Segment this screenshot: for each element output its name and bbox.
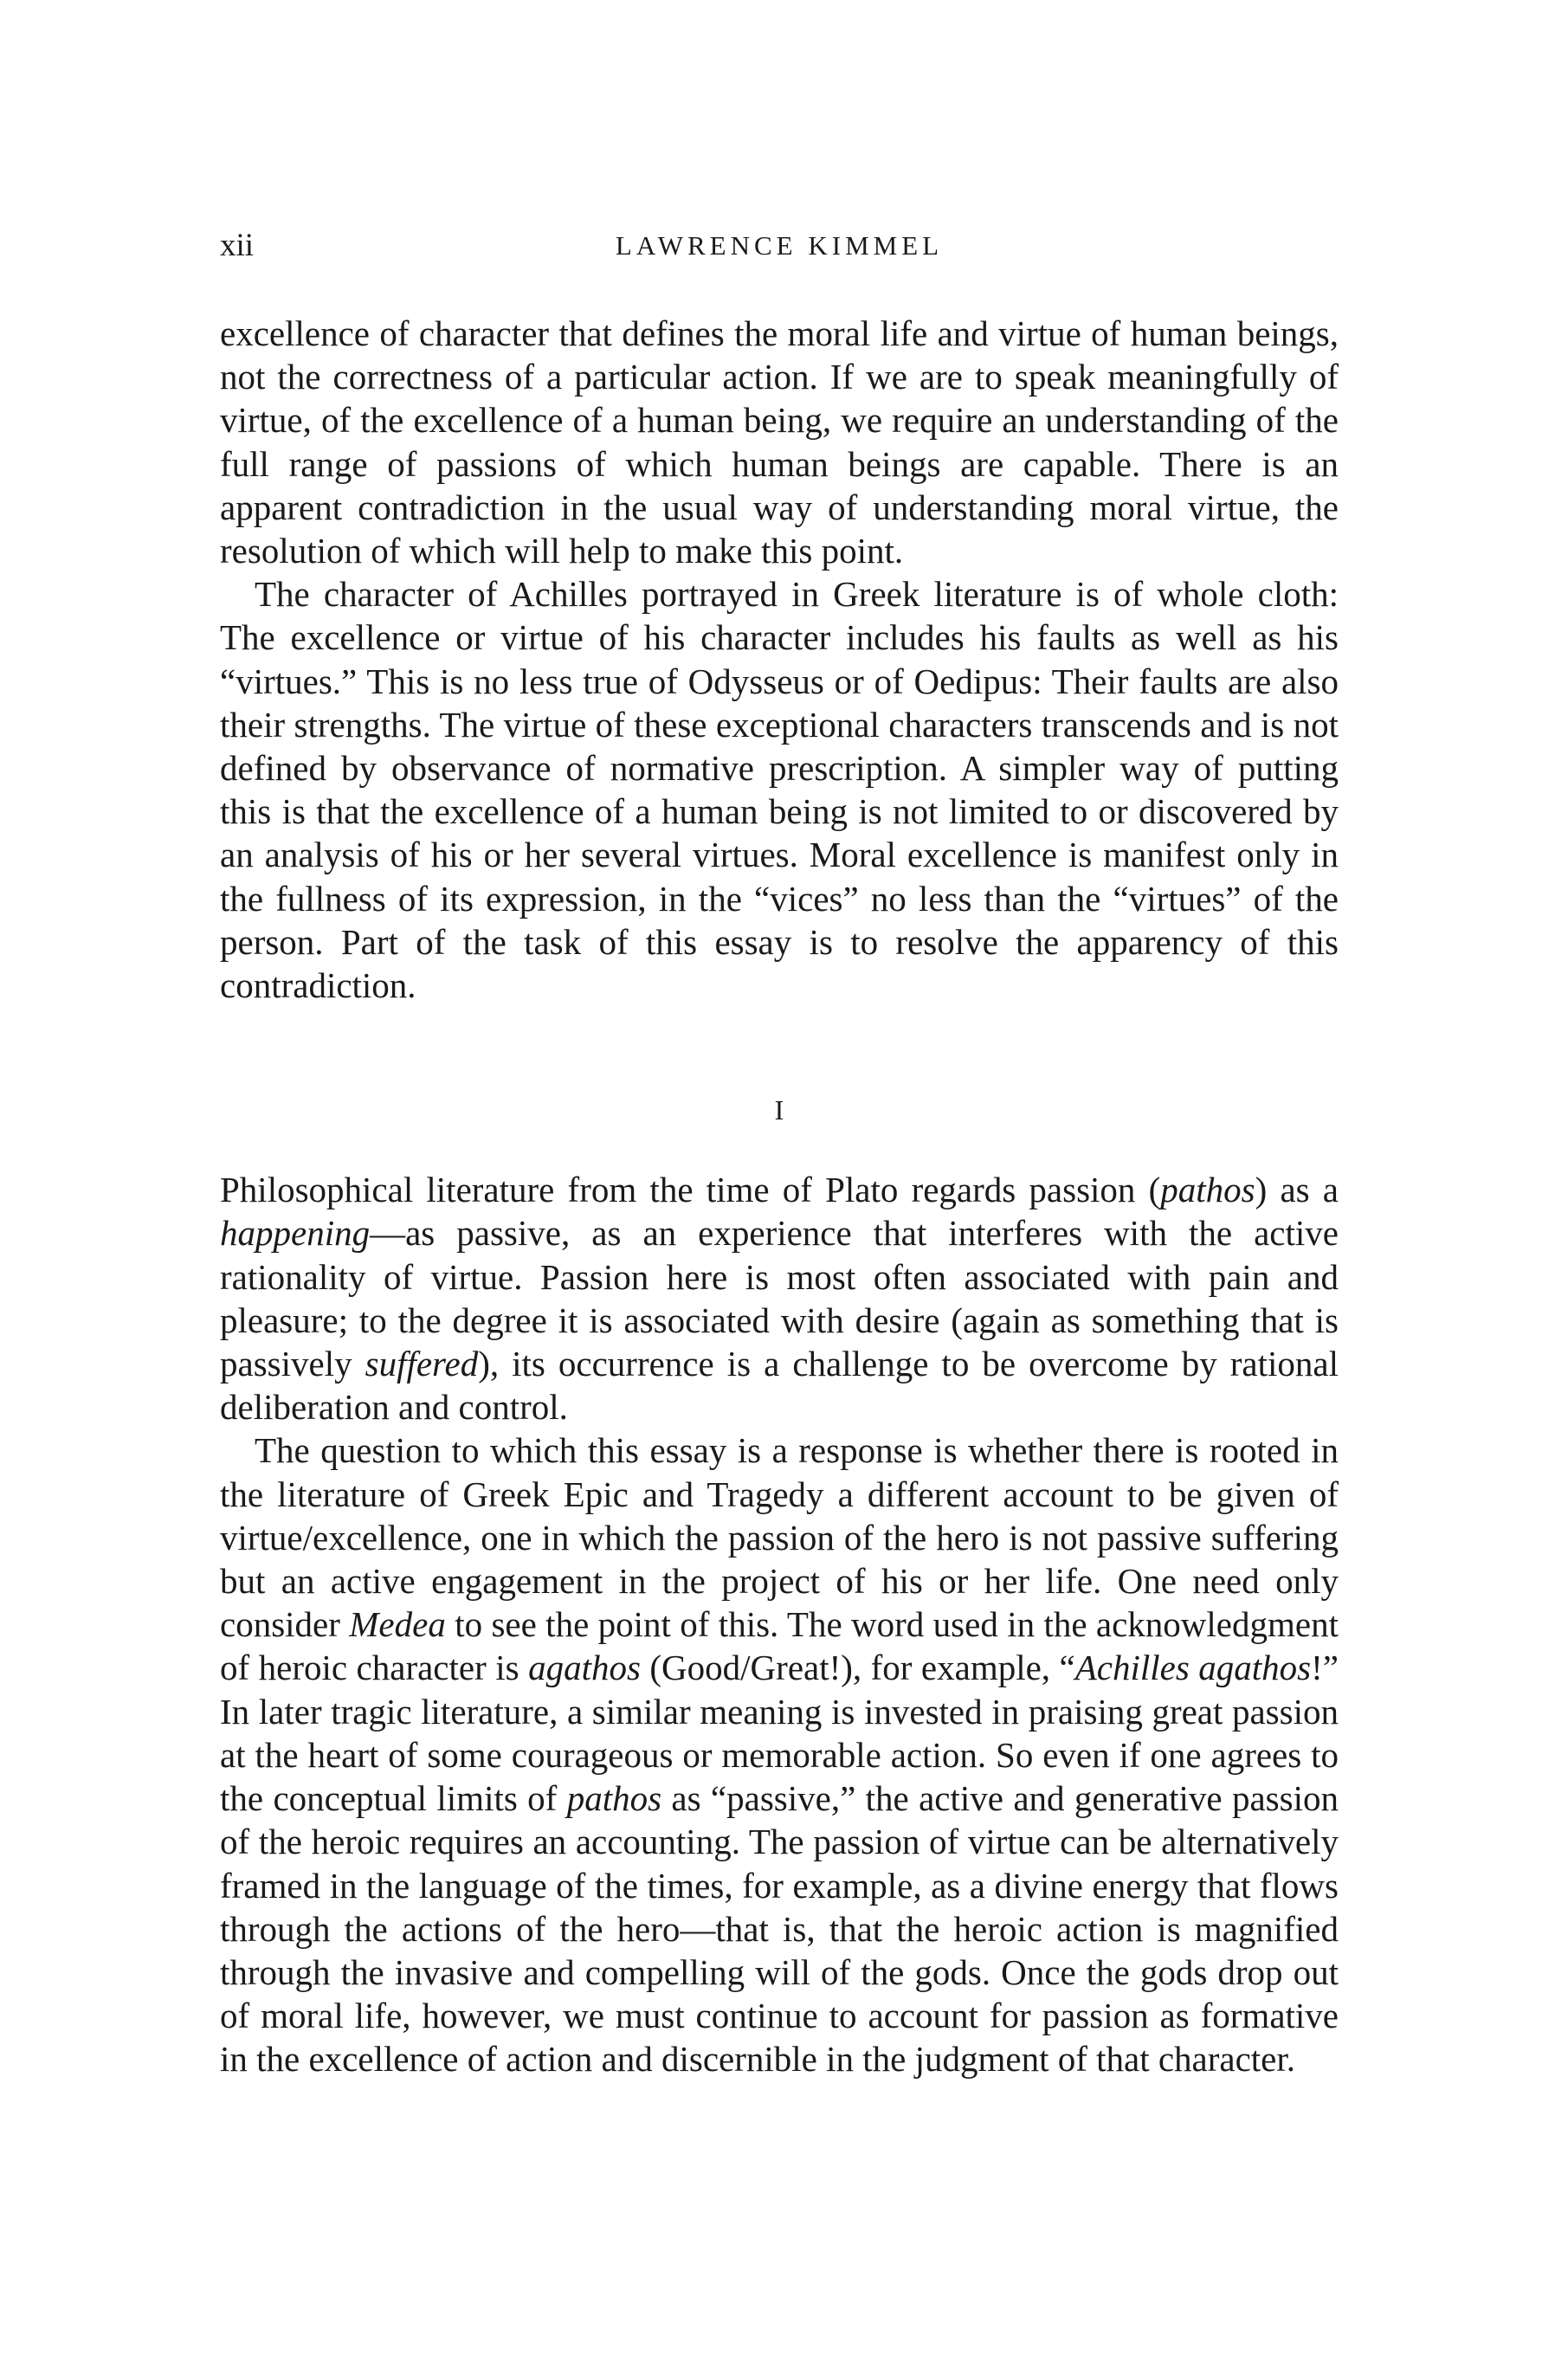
paragraph-2: The character of Achilles portrayed in Greek literature is of whole cloth: The excellence or virtue of his character includes his faults as well as his “virtues.” This is no less true of Odysseus or of Oedipus: Their faults are also their strengths. The virtue of these exceptional characters transcends and is not defined by observance of normative prescription. A simpler way of putting this is that the excellence of a human being is not limited to or discovered by an analysis of his or her several virtues. Moral excellence is manifest only in the fullness of its expression, in the “vices” no less than the “virtues” of the person. Part of the task of this essay is to resolve the apparency of this contradiction. — [220, 574, 1339, 1006]
italic-term: pathos — [566, 1778, 662, 1819]
book-page — [220, 227, 1339, 2081]
text-run: ) as a — [1255, 1170, 1339, 1210]
paragraph-4 — [220, 1429, 1339, 2080]
text-run: (Good/Great!), for example, “ — [640, 1648, 1075, 1688]
text-run: as “passive,” the active and generative passion of the heroic requires an accounting. The passion of virtue can be alternatively framed in the language of the times, for example, as a divine energy that flows through the actions of the hero—that is, that the heroic action is magnified through the invasive and compelling will of the gods. Once the gods drop out of moral life, however, we must continue to account for passion as formative in the excellence of action and discernible in the judgment of that character. — [220, 1778, 1339, 2080]
italic-term: Achilles agathos — [1074, 1648, 1312, 1688]
text-run: ), its occurrence is a challenge to be overcome by rational deliberation and control. — [220, 1344, 1339, 1428]
section-numeral: I — [774, 1094, 784, 1126]
italic-term: suffered — [365, 1344, 479, 1384]
text-run: Philosophical literature from the time of Plato regards passion ( — [220, 1170, 1161, 1210]
page-number: xii — [220, 228, 255, 263]
italic-term: agathos — [528, 1648, 641, 1688]
italic-term: pathos — [1160, 1170, 1255, 1210]
running-head — [220, 227, 1339, 265]
paragraph-3 — [220, 1168, 1339, 1429]
italic-term: happening — [220, 1213, 371, 1254]
text-run: to see the point of this. The word used in the acknowledgment of heroic character is — [220, 1604, 1339, 1688]
text-run: The question to which this essay is a response is whether there is rooted in the literature of Greek Epic and Tragedy a different account to be given of virtue/excellence, one in which the passion of the hero is not passive suffering but an active engagement in the project of his or her life. One need only consider — [220, 1430, 1339, 1645]
paragraph-1: excellence of character that defines the moral life and virtue of human beings, not the correctness of a particular action. If we are to speak meaningfully of virtue, of the excellence of a human being, we require an understanding of the full range of passions of which human beings are capable. There is an apparent contradiction in the usual way of understanding moral virtue, the resolution of which will help to make this point. — [220, 313, 1339, 571]
italic-term: Medea — [349, 1604, 446, 1645]
running-title: LAWRENCE KIMMEL — [615, 230, 944, 261]
text-run: !” In later tragic literature, a similar meaning is invested in praising great passion at the heart of some courageous or memorable action. So even if one agrees to the conceptual limits of — [220, 1648, 1339, 1819]
body-text — [220, 312, 1339, 2081]
text-run: —as passive, as an experience that interferes with the active rationality of virtue. Passion here is most often associated with pain and pleasure; to the degree it is associated with desire (again as something that is passively — [220, 1213, 1339, 1384]
